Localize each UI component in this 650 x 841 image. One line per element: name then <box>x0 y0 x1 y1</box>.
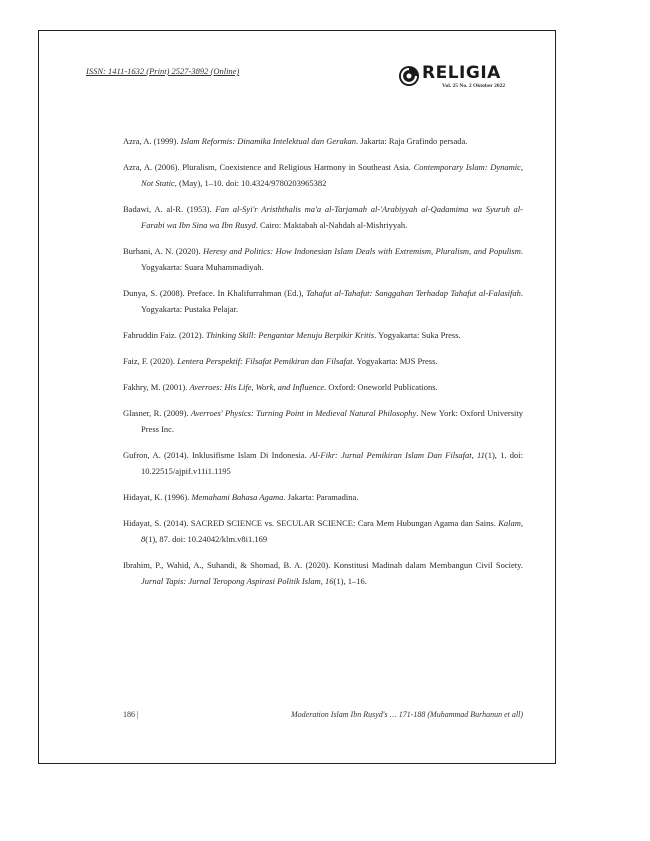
reference-entry <box>123 327 523 343</box>
reference-authors: Hidayat, S. (2014). SACRED SCIENCE vs. SECULAR SCIENCE: Cara Mem Hubungan Agama dan Sains. <box>123 517 499 528</box>
reference-entry <box>123 285 523 317</box>
reference-details: . Jakarta: Paramadina. <box>283 491 359 502</box>
volume-text: Vol. 25 No. 2 Oktober 2022 <box>442 83 506 89</box>
reference-title: Averroes: His Life, Work, and Influence <box>189 381 325 392</box>
reference-authors: Faiz, F. (2020). <box>123 355 178 366</box>
reference-title: Lentera Perspektif: Filsafat Pemikiran dan Filsafat <box>177 355 353 366</box>
reference-title: Jurnal Tapis: Jurnal Teropong Aspirasi Politik Islam, 16 <box>141 575 334 586</box>
reference-title: Tahafut al-Tahafut: Sanggahan Terhadap Tahafut al-Falasifah <box>306 287 521 298</box>
reference-entry <box>123 133 523 149</box>
reference-title: Memahami Bahasa Agama <box>191 491 284 502</box>
religia-emblem-icon <box>398 65 420 87</box>
reference-entry <box>123 405 523 437</box>
reference-title: Islam Reformis: Dinamika Intelektual dan Gerakan <box>180 135 357 146</box>
reference-details: . Oxford: Oneworld Publications. <box>324 381 438 392</box>
journal-logo <box>398 62 518 98</box>
issn-text: ISSN: 1411-1632 (Print) 2527-3892 (Online) <box>86 66 240 76</box>
reference-authors: Dunya, S. (2008). Preface. In Khalifurrahman (Ed.), <box>123 287 307 298</box>
reference-authors: Hidayat, K. (1996). <box>123 491 192 502</box>
page-number: 186 | <box>123 710 139 719</box>
reference-authors: Azra, A. (1999). <box>123 135 181 146</box>
reference-entry <box>123 447 523 479</box>
reference-entry <box>123 201 523 233</box>
reference-details: (1), 87. doi: 10.24042/klm.v8i1.169 <box>145 533 268 544</box>
reference-authors: Gufron, A. (2014). Inklusifisme Islam Di Indonesia. <box>123 449 310 460</box>
reference-list <box>123 124 523 599</box>
reference-entry <box>123 515 523 547</box>
reference-entry <box>123 379 523 395</box>
reference-entry <box>123 557 523 589</box>
reference-title: Averroes' Physics: Turning Point in Medieval Natural Philosophy <box>190 407 417 418</box>
reference-details: . Yogyakarta: MJS Press. <box>352 355 438 366</box>
reference-details: . Yogyakarta: Suka Press. <box>374 329 461 340</box>
page-footer <box>123 710 523 724</box>
reference-authors: Glasner, R. (2009). <box>123 407 191 418</box>
reference-authors: Fakhry, M. (2001). <box>123 381 190 392</box>
reference-details: . Yogyakarta: Suara Muhammadiyah. <box>141 245 523 272</box>
reference-authors: Badawi, A. al-R. (1953). <box>123 203 216 214</box>
reference-details: . Jakarta: Raja Grafindo persada. <box>356 135 468 146</box>
reference-authors: Fahruddin Faiz. (2012). <box>123 329 206 340</box>
reference-entry <box>123 353 523 369</box>
reference-details: . Cairo: Maktabah al-Nahdah al-Mishriyyah. <box>255 219 408 230</box>
reference-details: . New York: Oxford University Press Inc. <box>141 407 523 434</box>
reference-details: , (May), 1–10. doi: 10.4324/9780203965382 <box>174 177 327 188</box>
reference-details: . Yogyakarta: Pustaka Pelajar. <box>141 287 524 314</box>
reference-authors: Azra, A. (2006). Pluralism, Coexistence and Religious Harmony in Southeast Asia. <box>123 161 414 172</box>
reference-title: Heresy and Politics: How Indonesian Islam Deals with Extremism, Pluralism, and Populism <box>203 245 521 256</box>
reference-title: Fan al-Syi'r Arisththalis ma'a al-Tarjamah al-'Arabiyyah al-Qadamima wa Syuruh al-Farabi wa Ibn Sina wa Ibn Rusyd <box>141 203 523 230</box>
reference-entry <box>123 243 523 275</box>
reference-title: Thinking Skill: Pengantar Menuju Berpikir Kritis <box>205 329 375 340</box>
reference-details: (1), 1. doi: 10.22515/ajpif.v11i1.1195 <box>141 449 523 476</box>
reference-entry <box>123 489 523 505</box>
logo-text: RELIGIA <box>422 63 501 83</box>
running-title: Moderation Islam Ibn Rusyd's … 171-188 (Muhammad Burhanun et all) <box>291 710 523 719</box>
reference-authors: Ibrahim, P., Wahid, A., Suhandi, & Shomad, B. A. (2020). Konstitusi Madinah dalam Membangun Civil Society. <box>123 559 523 570</box>
reference-title: Kalam, 8 <box>141 517 523 544</box>
reference-authors: Burhani, A. N. (2020). <box>123 245 204 256</box>
reference-title: Al-Fikr: Jurnal Pemikiran Islam Dan Filsafat, 11 <box>310 449 485 460</box>
page-header <box>86 62 526 102</box>
reference-details: (1), 1–16. <box>333 575 367 586</box>
reference-title: Contemporary Islam: Dynamic, Not Static <box>141 161 524 188</box>
reference-entry <box>123 159 523 191</box>
